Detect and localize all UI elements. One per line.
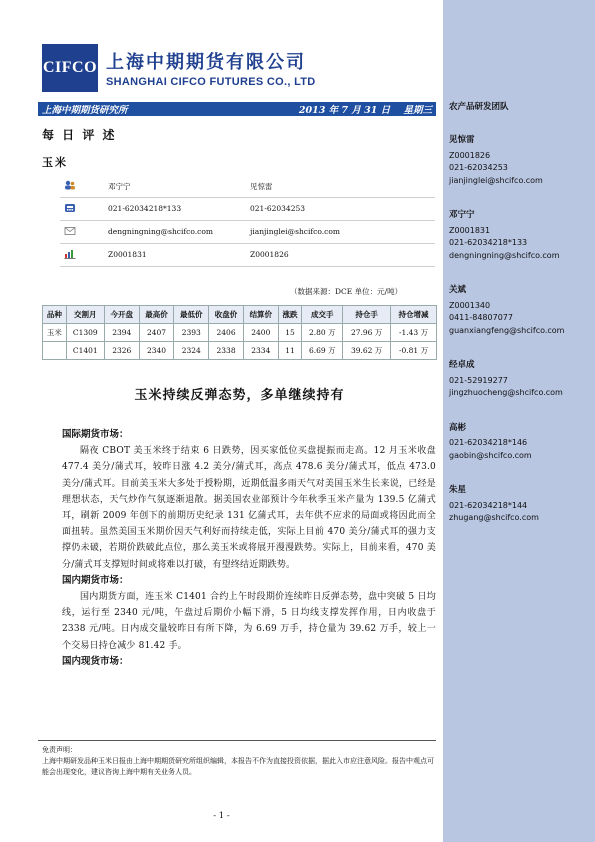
- table-cell: 2326: [104, 342, 139, 360]
- analyst-contact-table: [60, 175, 435, 267]
- sidebar-contact-phone: 021-52919277: [449, 375, 508, 385]
- sidebar-contact-name: 经卓成: [449, 360, 475, 370]
- sidebar-contact-phone: 021-62034218*133: [449, 238, 528, 247]
- sidebar-contact-email[interactable]: jingzhuocheng@shcifco.com: [449, 388, 563, 397]
- sidebar-contact-phone: 021-62034218*144: [449, 500, 528, 510]
- section-text-domestic-futures: 国内期货方面，连玉米 C1401 合约上午时段期价连续昨日反弹态势，盘中突破 5 日均线，运行至 2340 元/吨，午盘过后期价小幅下滑，5 日均线支撑发挥作用，日内收盘于 2338 元/吨。日内成交量较昨日有所下降，为 6.69 万手，持仓量为 39.62 万手，较上一个交易日持仓减少 81.42 手。: [62, 592, 436, 651]
- disclaimer-text: 上海中期研发品种玉米日报由上海中期期货研究所组织编辑，本报告不作为直接投资依据，据此入市应注意风险。报告中观点可能会出现变化，建议咨询上海中期有关业务人员。: [42, 757, 434, 776]
- table-cell: 2.80 万: [302, 324, 343, 342]
- sidebar-contact: [449, 484, 589, 525]
- table-header-cell: 持仓增减: [391, 306, 437, 324]
- table-header-cell: 结算价: [243, 306, 278, 324]
- table-cell: 2393: [174, 324, 209, 342]
- analyst-id-1: Z0001831: [108, 250, 147, 259]
- contact-row-emails: [60, 221, 435, 244]
- product-title: 玉米: [42, 156, 68, 169]
- sidebar-contact: [449, 422, 589, 463]
- section-heading-domestic-futures: 国内期货市场：: [62, 574, 129, 586]
- table-header-cell: 交割月: [66, 306, 104, 324]
- logo-text: CIFCO: [42, 59, 98, 76]
- disclaimer-title: 免责声明：: [42, 746, 77, 754]
- sidebar-contact-name: 邓宁宁: [449, 210, 475, 220]
- sidebar-contact-email[interactable]: guanxiangfeng@shcifco.com: [449, 325, 565, 335]
- sidebar-contact-email[interactable]: dengningning@shcifco.com: [449, 250, 560, 260]
- sidebar-contact: [449, 209, 589, 262]
- table-cell: 2407: [139, 324, 174, 342]
- table-cell: 2338: [209, 342, 244, 360]
- sidebar-contact-id: Z0001831: [449, 225, 491, 235]
- sidebar-contact-id: Z0001826: [449, 150, 491, 160]
- sidebar-contact-email[interactable]: jianjinglei@shcifco.com: [449, 175, 543, 185]
- sidebar-contact-phone: 021-62034218*146: [449, 438, 528, 447]
- table-cell: -0.81 万: [391, 342, 437, 360]
- analyst-phone-2: 021-62034253: [250, 204, 306, 213]
- footer-divider: [38, 740, 436, 741]
- table-cell: 27.96 万: [343, 324, 391, 342]
- table-cell: 39.62 万: [343, 342, 391, 360]
- sidebar-contact-name: 高彬: [449, 422, 467, 433]
- contact-row-phones: [60, 198, 435, 221]
- contact-row-names: [60, 175, 435, 198]
- table-cell: -1.43 万: [391, 324, 437, 342]
- analyst-name-1: 邓宁宁: [108, 182, 131, 191]
- analyst-name-2: 见惊雷: [250, 182, 273, 191]
- table-header-cell: 成交手: [302, 306, 343, 324]
- page-number: - 1 -: [213, 811, 230, 821]
- table-header-cell: 今开盘: [104, 306, 139, 324]
- report-weekday: 星期三: [403, 105, 432, 116]
- analyst-phone-1: 021-62034218*133: [108, 204, 182, 213]
- sidebar-contact-name: 朱星: [449, 485, 467, 495]
- report-headline: 玉米持续反弹态势，多单继续持有: [134, 388, 345, 403]
- table-header-cell: 涨跌: [278, 306, 302, 324]
- sidebar-content: [449, 100, 589, 547]
- analyst-email-1[interactable]: dengningning@shcifco.com: [108, 227, 213, 236]
- sidebar-contact: [449, 134, 589, 187]
- section-heading-international: 国际期货市场：: [62, 429, 129, 440]
- email-icon: [64, 226, 76, 236]
- report-body: [62, 427, 436, 670]
- sidebar-contact-name: 关斌: [449, 285, 467, 295]
- table-cell: 2324: [174, 342, 209, 360]
- table-cell: 2334: [243, 342, 278, 360]
- id-card-icon: [64, 249, 76, 259]
- company-name-en: SHANGHAI CIFCO FUTURES CO., LTD: [106, 76, 316, 88]
- person-icon: [64, 180, 76, 190]
- table-cell: C1309: [66, 324, 104, 342]
- data-source-note: （数据来源：DCE 单位：元/吨）: [290, 287, 403, 296]
- table-header-cell: 收盘价: [209, 306, 244, 324]
- table-cell: 2406: [209, 324, 244, 342]
- section-title: 每 日 评 述: [42, 128, 117, 142]
- sidebar: [443, 0, 595, 842]
- table-header-cell: 品种: [43, 306, 67, 324]
- sidebar-contact-phone: 021-62034253: [449, 163, 508, 172]
- sidebar-contact-id: Z0001340: [449, 300, 491, 310]
- table-cell: 11: [278, 342, 302, 360]
- analyst-email-2[interactable]: jianjinglei@shcifco.com: [250, 227, 340, 236]
- sidebar-team-title: 农产品研发团队: [449, 102, 509, 112]
- contact-row-ids: [60, 244, 435, 267]
- table-cell: 15: [278, 324, 302, 342]
- table-header-cell: 最高价: [139, 306, 174, 324]
- sidebar-contact-email[interactable]: zhugang@shcifco.com: [449, 513, 539, 522]
- table-row: [43, 342, 437, 360]
- sidebar-contact: [449, 359, 589, 400]
- table-cell: 2340: [139, 342, 174, 360]
- sidebar-contact: [449, 284, 589, 337]
- company-logo: [42, 44, 98, 92]
- section-heading-domestic-spot: 国内现货市场：: [62, 655, 129, 667]
- sidebar-contact-email[interactable]: gaobin@shcifco.com: [449, 450, 532, 460]
- section-text-international: 隔夜 CBOT 美玉米终于结束 6 日跌势，因买家低位买盘提振而走高。12 月玉米收盘 477.4 美分/蒲式耳，较昨日涨 4.2 美分/蒲式耳，高点 478.6 美分/蒲式耳，低点 473.0 美分/蒲式耳。目前美玉米大多处于授粉期，近期低温多雨天气对美国玉米生长来说，已经是理想状态，天气炒作气氛逐渐退散。据美国农业部预计今年秋季玉米产量为 139.5 亿蒲式耳，刷新 2009 年创下的前期历史纪录 131 亿蒲式耳，去年供不应求的局面或将因此而全面扭转。虽然美国玉米期价因天气利好而持续走低，实际上目前 470 美分/蒲式耳的强力支撑仍未破，若期价跌破此点位，那么美玉米或将展开漫漫跌势。实际上，目前来看，470 美分/蒲式耳支撑短时间或将难以打破，有望终结近期跌势。: [62, 446, 436, 570]
- market-data-table: [42, 305, 437, 360]
- table-cell: 玉米: [43, 324, 67, 342]
- report-header-bar: [38, 102, 436, 116]
- table-cell: 2400: [243, 324, 278, 342]
- report-date: 2013 年 7 月 31 日: [298, 105, 391, 116]
- table-cell: [43, 342, 67, 360]
- table-header-cell: 最低价: [174, 306, 209, 324]
- table-cell: 2394: [104, 324, 139, 342]
- report-date-group: [289, 102, 432, 116]
- table-header-cell: 持仓手: [343, 306, 391, 324]
- table-row: [43, 324, 437, 342]
- table-cell: C1401: [66, 342, 104, 360]
- sidebar-contact-phone: 0411-84807077: [449, 313, 513, 322]
- company-name-cn: 上海中期期货有限公司: [106, 52, 306, 73]
- analyst-id-2: Z0001826: [250, 250, 289, 259]
- disclaimer: [42, 745, 437, 778]
- institute-name: 上海中期期货研究所: [42, 105, 128, 116]
- sidebar-contact-name: 见惊雷: [449, 135, 475, 145]
- table-cell: 6.69 万: [302, 342, 343, 360]
- table-header-row: [43, 306, 437, 324]
- phone-icon: [64, 203, 76, 213]
